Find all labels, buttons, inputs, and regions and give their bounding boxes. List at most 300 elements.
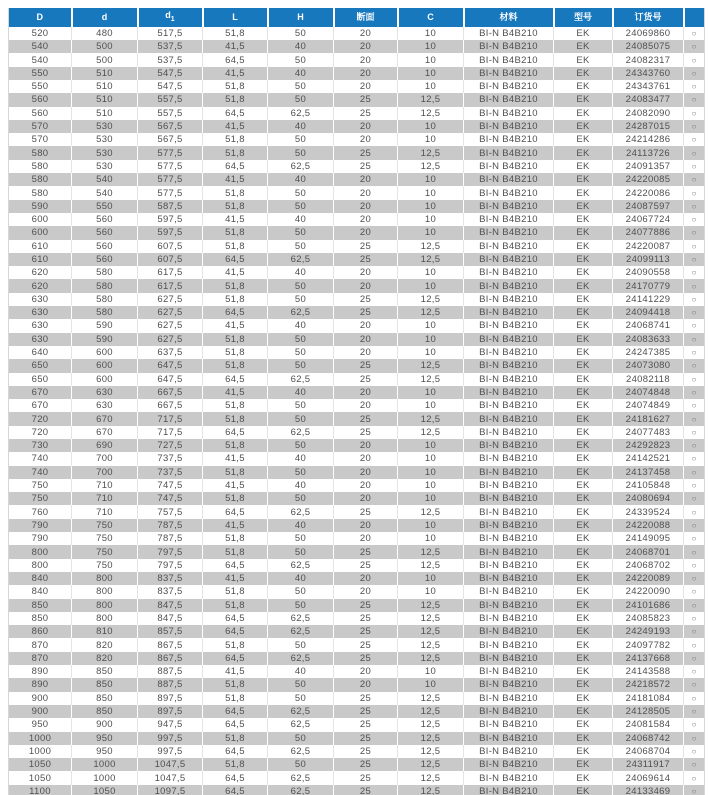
cell-order-number: 24068701 <box>613 545 684 558</box>
cell-type: EK <box>554 53 613 66</box>
cell-d1: 747,5 <box>138 492 203 505</box>
cell-type: EK <box>554 67 613 80</box>
cell-d1: 897,5 <box>138 692 203 705</box>
table-row <box>9 399 705 412</box>
cell-section: 25 <box>334 426 398 439</box>
cell-D: 900 <box>9 705 72 718</box>
cell-D: 890 <box>9 678 72 691</box>
cell-H: 62,5 <box>268 745 334 758</box>
cell-H: 50 <box>268 279 334 292</box>
table-row <box>9 612 705 625</box>
cell-D: 1000 <box>9 732 72 745</box>
cell-L: 64,5 <box>203 771 268 784</box>
cell-L: 51,8 <box>203 758 268 771</box>
availability-circle-icon: ○ <box>691 693 697 703</box>
cell-material: BI-N B4B210 <box>464 319 554 332</box>
cell-H: 50 <box>268 439 334 452</box>
cell-H: 62,5 <box>268 612 334 625</box>
cell-material: BI-N B4B210 <box>464 479 554 492</box>
cell-material: BI-N B4B210 <box>464 532 554 545</box>
cell-section: 20 <box>334 479 398 492</box>
cell-section: 20 <box>334 519 398 532</box>
cell-L: 64,5 <box>203 306 268 319</box>
col-header-d1-base: d <box>165 10 171 20</box>
cell-C: 12,5 <box>398 758 464 771</box>
cell-order-number: 24141229 <box>613 293 684 306</box>
cell-type: EK <box>554 120 613 133</box>
cell-material: BI-N B4B210 <box>464 599 554 612</box>
cell-material: BI-N B4B210 <box>464 705 554 718</box>
availability-circle-icon: ○ <box>691 773 697 783</box>
cell-section: 20 <box>334 226 398 239</box>
cell-D: 790 <box>9 519 72 532</box>
cell-D: 650 <box>9 359 72 372</box>
table-row <box>9 532 705 545</box>
cell-H: 62,5 <box>268 306 334 319</box>
cell-material: BI-N B4B210 <box>464 67 554 80</box>
cell-D: 720 <box>9 426 72 439</box>
cell-C: 12,5 <box>398 559 464 572</box>
table-row <box>9 785 705 795</box>
cell-H: 62,5 <box>268 625 334 638</box>
cell-C: 10 <box>398 213 464 226</box>
cell-d1: 547,5 <box>138 80 203 93</box>
availability-circle-icon: ○ <box>684 678 705 691</box>
cell-d: 530 <box>72 133 138 146</box>
cell-d: 560 <box>72 253 138 266</box>
availability-circle-icon: ○ <box>684 253 705 266</box>
cell-d: 580 <box>72 266 138 279</box>
cell-material: BI-N B4B210 <box>464 133 554 146</box>
cell-d1: 947,5 <box>138 718 203 731</box>
cell-d: 710 <box>72 479 138 492</box>
cell-section: 20 <box>334 492 398 505</box>
col-header-C: C <box>398 8 464 27</box>
cell-d: 950 <box>72 745 138 758</box>
cell-section: 20 <box>334 399 398 412</box>
cell-D: 850 <box>9 599 72 612</box>
cell-C: 12,5 <box>398 359 464 372</box>
cell-L: 64,5 <box>203 718 268 731</box>
table-row <box>9 758 705 771</box>
cell-section: 25 <box>334 93 398 106</box>
cell-L: 51,8 <box>203 492 268 505</box>
cell-d1: 567,5 <box>138 120 203 133</box>
cell-L: 51,8 <box>203 27 268 40</box>
cell-D: 630 <box>9 319 72 332</box>
table-row <box>9 67 705 80</box>
cell-d1: 867,5 <box>138 652 203 665</box>
cell-C: 12,5 <box>398 545 464 558</box>
table-row <box>9 146 705 159</box>
cell-type: EK <box>554 466 613 479</box>
cell-type: EK <box>554 665 613 678</box>
cell-material: BI-N B4B210 <box>464 692 554 705</box>
availability-circle-icon: ○ <box>684 412 705 425</box>
cell-D: 600 <box>9 213 72 226</box>
cell-section: 25 <box>334 160 398 173</box>
cell-d: 600 <box>72 346 138 359</box>
cell-order-number: 24220089 <box>613 572 684 585</box>
cell-type: EK <box>554 107 613 120</box>
cell-D: 740 <box>9 452 72 465</box>
cell-L: 41,5 <box>203 665 268 678</box>
availability-circle-icon: ○ <box>691 454 697 464</box>
cell-section: 25 <box>334 599 398 612</box>
cell-material: BI-N B4B210 <box>464 80 554 93</box>
cell-order-number: 24311917 <box>613 758 684 771</box>
availability-circle-icon: ○ <box>691 215 697 225</box>
cell-C: 12,5 <box>398 160 464 173</box>
availability-circle-icon: ○ <box>691 746 697 756</box>
cell-d1: 787,5 <box>138 532 203 545</box>
cell-d: 540 <box>72 173 138 186</box>
cell-d1: 887,5 <box>138 665 203 678</box>
cell-D: 620 <box>9 266 72 279</box>
cell-H: 40 <box>268 213 334 226</box>
table-row <box>9 599 705 612</box>
cell-H: 40 <box>268 173 334 186</box>
cell-material: BI-N B4B210 <box>464 186 554 199</box>
col-header-availability <box>684 8 705 27</box>
cell-H: 50 <box>268 532 334 545</box>
table-row <box>9 466 705 479</box>
cell-order-number: 24220088 <box>613 519 684 532</box>
cell-section: 25 <box>334 253 398 266</box>
cell-C: 10 <box>398 120 464 133</box>
cell-C: 10 <box>398 186 464 199</box>
cell-material: BI-N B4B210 <box>464 612 554 625</box>
availability-circle-icon: ○ <box>691 507 697 517</box>
cell-type: EK <box>554 306 613 319</box>
cell-C: 12,5 <box>398 692 464 705</box>
cell-d: 550 <box>72 200 138 213</box>
cell-D: 750 <box>9 492 72 505</box>
col-header-type: 型号 <box>554 8 613 27</box>
cell-material: BI-N B4B210 <box>464 40 554 53</box>
cell-L: 51,8 <box>203 692 268 705</box>
availability-circle-icon: ○ <box>691 614 697 623</box>
cell-D: 800 <box>9 559 72 572</box>
cell-d1: 617,5 <box>138 266 203 279</box>
cell-D: 860 <box>9 625 72 638</box>
cell-D: 600 <box>9 226 72 239</box>
cell-section: 25 <box>334 545 398 558</box>
availability-circle-icon: ○ <box>691 427 697 437</box>
col-header-d1 <box>138 8 203 27</box>
cell-type: EK <box>554 692 613 705</box>
cell-type: EK <box>554 279 613 292</box>
cell-L: 51,8 <box>203 186 268 199</box>
cell-L: 51,8 <box>203 599 268 612</box>
cell-type: EK <box>554 200 613 213</box>
cell-material: BI-N B4B210 <box>464 678 554 691</box>
availability-circle-icon: ○ <box>684 705 705 718</box>
cell-d: 670 <box>72 426 138 439</box>
cell-C: 12,5 <box>398 718 464 731</box>
availability-circle-icon: ○ <box>684 306 705 319</box>
cell-d1: 847,5 <box>138 612 203 625</box>
cell-D: 720 <box>9 412 72 425</box>
col-header-section: 断面 <box>334 8 398 27</box>
availability-circle-icon: ○ <box>684 758 705 771</box>
cell-H: 40 <box>268 67 334 80</box>
cell-H: 62,5 <box>268 785 334 795</box>
cell-d1: 897,5 <box>138 705 203 718</box>
cell-H: 50 <box>268 758 334 771</box>
cell-section: 25 <box>334 373 398 386</box>
cell-C: 10 <box>398 346 464 359</box>
cell-d: 510 <box>72 93 138 106</box>
cell-L: 51,8 <box>203 200 268 213</box>
cell-H: 50 <box>268 133 334 146</box>
cell-D: 750 <box>9 479 72 492</box>
table-row <box>9 705 705 718</box>
cell-L: 64,5 <box>203 160 268 173</box>
availability-circle-icon: ○ <box>684 599 705 612</box>
col-header-d: d <box>72 8 138 27</box>
cell-L: 64,5 <box>203 705 268 718</box>
cell-C: 10 <box>398 665 464 678</box>
cell-material: BI-N B4B210 <box>464 625 554 638</box>
cell-H: 50 <box>268 359 334 372</box>
cell-order-number: 24091357 <box>613 160 684 173</box>
availability-circle-icon: ○ <box>684 439 705 452</box>
cell-d1: 797,5 <box>138 545 203 558</box>
cell-d: 580 <box>72 306 138 319</box>
cell-type: EK <box>554 532 613 545</box>
cell-L: 51,8 <box>203 146 268 159</box>
cell-D: 540 <box>9 53 72 66</box>
cell-type: EK <box>554 758 613 771</box>
cell-C: 10 <box>398 492 464 505</box>
cell-material: BI-N B4B210 <box>464 173 554 186</box>
cell-order-number: 24343761 <box>613 80 684 93</box>
cell-order-number: 24214286 <box>613 133 684 146</box>
table-row <box>9 306 705 319</box>
cell-d: 710 <box>72 505 138 518</box>
cell-d1: 717,5 <box>138 412 203 425</box>
cell-H: 62,5 <box>268 160 334 173</box>
cell-material: BI-N B4B210 <box>464 146 554 159</box>
cell-d1: 607,5 <box>138 240 203 253</box>
table-row <box>9 53 705 66</box>
cell-d: 800 <box>72 585 138 598</box>
table-row <box>9 585 705 598</box>
cell-L: 51,8 <box>203 439 268 452</box>
cell-d: 590 <box>72 319 138 332</box>
cell-order-number: 24074849 <box>613 399 684 412</box>
availability-circle-icon: ○ <box>691 268 697 278</box>
cell-H: 40 <box>268 665 334 678</box>
cell-d1: 637,5 <box>138 346 203 359</box>
cell-C: 10 <box>398 479 464 492</box>
cell-L: 64,5 <box>203 612 268 625</box>
cell-d: 800 <box>72 599 138 612</box>
cell-L: 51,8 <box>203 346 268 359</box>
cell-order-number: 24067724 <box>613 213 684 226</box>
cell-type: EK <box>554 678 613 691</box>
cell-H: 40 <box>268 319 334 332</box>
cell-type: EK <box>554 213 613 226</box>
cell-C: 10 <box>398 226 464 239</box>
cell-order-number: 24083477 <box>613 93 684 106</box>
cell-d1: 797,5 <box>138 559 203 572</box>
cell-L: 41,5 <box>203 452 268 465</box>
cell-d: 710 <box>72 492 138 505</box>
cell-d: 510 <box>72 80 138 93</box>
cell-L: 51,8 <box>203 293 268 306</box>
col-header-material: 材料 <box>464 8 554 27</box>
cell-H: 50 <box>268 53 334 66</box>
table-row <box>9 492 705 505</box>
cell-material: BI-N B4B210 <box>464 93 554 106</box>
availability-circle-icon: ○ <box>691 241 697 251</box>
cell-material: BI-N B4B210 <box>464 718 554 731</box>
cell-L: 41,5 <box>203 519 268 532</box>
col-header-L: L <box>203 8 268 27</box>
cell-C: 12,5 <box>398 146 464 159</box>
cell-section: 20 <box>334 266 398 279</box>
cell-order-number: 24218572 <box>613 678 684 691</box>
cell-d1: 1097,5 <box>138 785 203 795</box>
cell-C: 12,5 <box>398 373 464 386</box>
cell-C: 12,5 <box>398 505 464 518</box>
table-row <box>9 133 705 146</box>
cell-L: 41,5 <box>203 319 268 332</box>
table-row <box>9 745 705 758</box>
cell-d1: 747,5 <box>138 479 203 492</box>
cell-L: 64,5 <box>203 745 268 758</box>
cell-d1: 997,5 <box>138 745 203 758</box>
cell-d: 950 <box>72 732 138 745</box>
cell-L: 41,5 <box>203 386 268 399</box>
cell-C: 10 <box>398 519 464 532</box>
cell-material: BI-N B4B210 <box>464 279 554 292</box>
cell-D: 610 <box>9 240 72 253</box>
cell-D: 630 <box>9 293 72 306</box>
cell-d: 530 <box>72 146 138 159</box>
cell-d1: 567,5 <box>138 133 203 146</box>
cell-section: 20 <box>334 80 398 93</box>
cell-D: 890 <box>9 665 72 678</box>
cell-d: 750 <box>72 519 138 532</box>
cell-H: 40 <box>268 572 334 585</box>
cell-material: BI-N B4B210 <box>464 771 554 784</box>
cell-H: 50 <box>268 585 334 598</box>
availability-circle-icon: ○ <box>684 120 705 133</box>
cell-C: 10 <box>398 439 464 452</box>
cell-d: 500 <box>72 53 138 66</box>
cell-H: 40 <box>268 266 334 279</box>
cell-H: 50 <box>268 732 334 745</box>
cell-H: 40 <box>268 120 334 133</box>
table-row <box>9 173 705 186</box>
availability-circle-icon: ○ <box>684 200 705 213</box>
cell-material: BI-N B4B210 <box>464 373 554 386</box>
cell-D: 840 <box>9 572 72 585</box>
cell-d: 630 <box>72 386 138 399</box>
cell-section: 25 <box>334 771 398 784</box>
cell-d1: 547,5 <box>138 67 203 80</box>
cell-H: 40 <box>268 40 334 53</box>
cell-material: BI-N B4B210 <box>464 492 554 505</box>
cell-section: 25 <box>334 107 398 120</box>
cell-order-number: 24247385 <box>613 346 684 359</box>
table-row <box>9 386 705 399</box>
cell-H: 50 <box>268 545 334 558</box>
cell-section: 25 <box>334 745 398 758</box>
cell-type: EK <box>554 785 613 795</box>
cell-type: EK <box>554 599 613 612</box>
cell-H: 50 <box>268 240 334 253</box>
cell-d: 1000 <box>72 758 138 771</box>
cell-d1: 787,5 <box>138 519 203 532</box>
cell-section: 25 <box>334 146 398 159</box>
cell-d: 850 <box>72 665 138 678</box>
cell-C: 12,5 <box>398 412 464 425</box>
cell-type: EK <box>554 439 613 452</box>
cell-D: 850 <box>9 612 72 625</box>
cell-order-number: 24343760 <box>613 67 684 80</box>
cell-d1: 837,5 <box>138 572 203 585</box>
cell-D: 670 <box>9 386 72 399</box>
table-row <box>9 439 705 452</box>
cell-C: 10 <box>398 200 464 213</box>
cell-D: 540 <box>9 40 72 53</box>
cell-L: 51,8 <box>203 545 268 558</box>
cell-d: 590 <box>72 333 138 346</box>
cell-order-number: 24339524 <box>613 505 684 518</box>
cell-order-number: 24137458 <box>613 466 684 479</box>
cell-H: 40 <box>268 519 334 532</box>
cell-section: 20 <box>334 200 398 213</box>
cell-H: 62,5 <box>268 652 334 665</box>
cell-order-number: 24090558 <box>613 266 684 279</box>
cell-d1: 577,5 <box>138 160 203 173</box>
cell-material: BI-N B4B210 <box>464 665 554 678</box>
cell-material: BI-N B4B210 <box>464 306 554 319</box>
cell-L: 51,8 <box>203 399 268 412</box>
cell-C: 10 <box>398 585 464 598</box>
cell-section: 25 <box>334 758 398 771</box>
cell-D: 580 <box>9 186 72 199</box>
cell-L: 41,5 <box>203 67 268 80</box>
cell-section: 25 <box>334 359 398 372</box>
cell-d: 800 <box>72 612 138 625</box>
cell-L: 51,8 <box>203 585 268 598</box>
table-row <box>9 479 705 492</box>
col-header-D: D <box>9 8 72 27</box>
cell-order-number: 24220086 <box>613 186 684 199</box>
cell-H: 62,5 <box>268 718 334 731</box>
cell-material: BI-N B4B210 <box>464 732 554 745</box>
availability-circle-icon: ○ <box>691 161 697 171</box>
cell-D: 730 <box>9 439 72 452</box>
cell-D: 1000 <box>9 745 72 758</box>
cell-H: 50 <box>268 80 334 93</box>
cell-material: BI-N B4B210 <box>464 253 554 266</box>
cell-H: 50 <box>268 412 334 425</box>
cell-material: BI-N B4B210 <box>464 585 554 598</box>
cell-C: 10 <box>398 678 464 691</box>
cell-d: 510 <box>72 67 138 80</box>
cell-D: 630 <box>9 306 72 319</box>
availability-circle-icon: ○ <box>684 226 705 239</box>
cell-order-number: 24081584 <box>613 718 684 731</box>
cell-section: 20 <box>334 532 398 545</box>
cell-material: BI-N B4B210 <box>464 452 554 465</box>
